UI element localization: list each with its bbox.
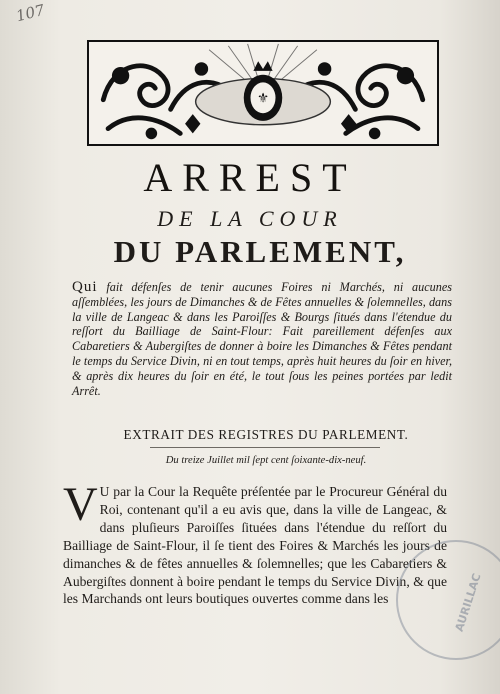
summary-paragraph xyxy=(72,280,452,398)
handwritten-number: 107 xyxy=(14,0,47,26)
title-arrest: ARREST xyxy=(143,155,357,200)
title-du-parlement: DU PARLEMENT, xyxy=(113,234,407,269)
svg-text:⚜: ⚜ xyxy=(256,90,270,107)
body-dropcap: V xyxy=(63,478,98,531)
summary-text: fait défenſes de tenir aucunes Foires ni Marchés, ni aucunes aſſemblées, les jours de Dimanches & de Fêtes annuelles & ſolemnelles, dans la ville de Langeac & dans les Paroiſſes & Bourgs ſitués dans l'étendue du reſſort du Bailliage de Saint-Flour: Fait pareillement défenſes aux Cabaretiers & Aubergiſtes de donner à boire les Dimanches & Fêtes pendant le temps du Service Divin, ni en tout temps, après huit heures du ſoir en hiver, & après dix heures du ſoir en été, le tout ſous les peines portées par ledit Arrêt. xyxy=(72,280,452,398)
title-de-la-cour: DE LA COUR xyxy=(157,206,343,231)
royal-arms-vignette xyxy=(87,40,439,146)
date-line: Du treize Juillet mil ſept cent ſoixante-dix-neuf. xyxy=(165,455,367,466)
divider-rule xyxy=(150,447,380,448)
fleuron-ornament-icon xyxy=(89,42,437,144)
stamp-label: AURILLAC xyxy=(452,571,484,634)
body-text: U par la Cour la Requête préſentée par le Procureur Général du Roi, contenant qu'il a eu avis que, dans la ville de Langeac, & dans pluſieurs Paroiſſes ſituées dans l'étendue du reſſort du Bailliage de Saint-Flour, il ſe tient des Foires & Marchés les jours de dimanches & de fêtes annuelles & ſolemnelles; que les Cabaretiers & Aubergiſtes donnent à boire pendant le temps du Service Divin, & que les Marchands ont leurs boutiques ouvertes comme dans les xyxy=(63,484,447,607)
body-paragraph xyxy=(63,478,447,608)
library-stamp xyxy=(396,540,500,660)
summary-dropcap: Qui xyxy=(72,279,98,295)
extrait-heading: EXTRAIT DES REGISTRES DU PARLEMENT. xyxy=(123,427,409,442)
